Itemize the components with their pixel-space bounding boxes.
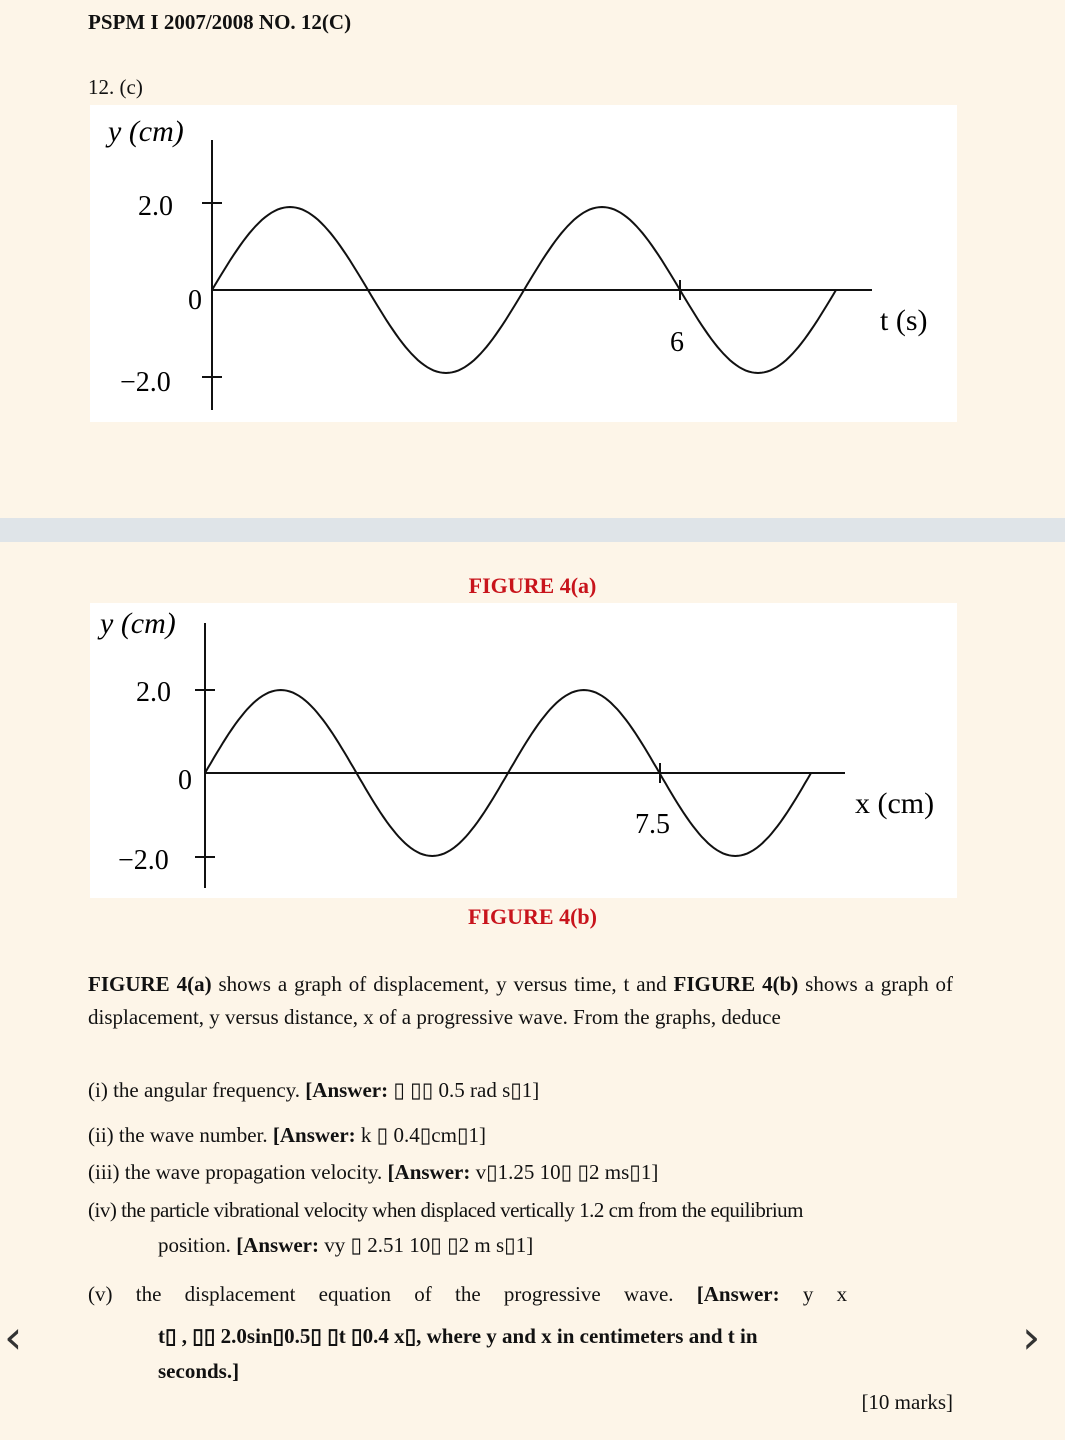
previous-page-button[interactable]: ‹ xyxy=(4,1310,23,1364)
fig-ref: FIGURE 4(b) xyxy=(673,972,799,996)
answer-label: [Answer: xyxy=(272,1123,356,1147)
figure-4a-caption: FIGURE 4(a) xyxy=(468,573,597,598)
sub-question-iv xyxy=(88,1198,953,1223)
next-page-button[interactable]: › xyxy=(1022,1310,1041,1364)
sub-question-i xyxy=(88,1078,953,1103)
x-axis-label: t (s) xyxy=(880,304,928,337)
question-text: (i) the angular frequency. xyxy=(88,1078,306,1102)
question-number: 12. (c) xyxy=(88,75,143,99)
y-axis-label: y (cm) xyxy=(108,115,184,148)
x-marker-label: 7.5 xyxy=(635,809,670,840)
x-marker-label: 6 xyxy=(670,327,684,358)
x-axis-label: x (cm) xyxy=(855,787,935,820)
viewer-overlay-bar xyxy=(0,518,1065,542)
answer-text: y x xyxy=(779,1282,848,1306)
sub-question-iii xyxy=(88,1160,953,1185)
y-axis-label: y (cm) xyxy=(100,607,176,640)
y-tick-zero: 0 xyxy=(188,285,202,316)
sub-question-v-cont2: seconds.] xyxy=(158,1359,240,1383)
sub-question-v-cont: t▯ , ▯▯ 2.0sin▯0.5▯ ▯t ▯0.4 x▯, where y and x in centimeters and t in xyxy=(158,1324,758,1348)
answer-text: v▯1.25 10▯ ▯2 ms▯1] xyxy=(470,1160,659,1184)
sub-question-ii xyxy=(88,1123,953,1148)
sub-question-v xyxy=(88,1282,953,1307)
answer-label: [Answer: xyxy=(305,1078,389,1102)
answer-text: ▯ ▯▯ 0.5 rad s▯1] xyxy=(388,1078,540,1102)
answer-text: vy ▯ 2.51 10▯ ▯2 m s▯1] xyxy=(319,1233,534,1257)
marks-label: [10 marks] xyxy=(861,1390,953,1414)
answer-label: [Answer: xyxy=(387,1160,471,1184)
question-text: (v) the displacement equation of the progressive wave. xyxy=(88,1282,697,1306)
y-tick-pos: 2.0 xyxy=(136,677,171,708)
question-text: (ii) the wave number. xyxy=(88,1123,273,1147)
sub-question-iv-cont xyxy=(88,1233,1023,1258)
answer-label: [Answer: xyxy=(236,1233,319,1257)
figure-4b-graph xyxy=(90,603,957,898)
figure-4a-graph xyxy=(90,105,957,422)
y-tick-neg: −2.0 xyxy=(118,845,169,876)
intro-text: shows a graph of displacement, y versus distance, x of a progressive wave. From the graphs, deduce xyxy=(88,972,953,1029)
question-text: position. xyxy=(158,1233,237,1257)
document-title: PSPM I 2007/2008 NO. 12(C) xyxy=(88,10,352,34)
intro-text: shows a graph of displacement, y versus time, t and xyxy=(211,972,674,996)
y-tick-zero: 0 xyxy=(178,765,192,796)
question-text: (iv) the particle vibrational velocity when displaced vertically 1.2 cm from the equilibrium xyxy=(88,1198,804,1222)
fig-ref: FIGURE 4(a) xyxy=(88,972,212,996)
question-intro xyxy=(88,968,953,1034)
question-text: (iii) the wave propagation velocity. xyxy=(88,1160,388,1184)
figure-4b-caption: FIGURE 4(b) xyxy=(468,904,597,929)
y-tick-neg: −2.0 xyxy=(120,367,171,398)
answer-label: [Answer: xyxy=(696,1282,780,1306)
answer-text: k ▯ 0.4▯cm▯1] xyxy=(355,1123,486,1147)
y-tick-pos: 2.0 xyxy=(138,191,173,222)
